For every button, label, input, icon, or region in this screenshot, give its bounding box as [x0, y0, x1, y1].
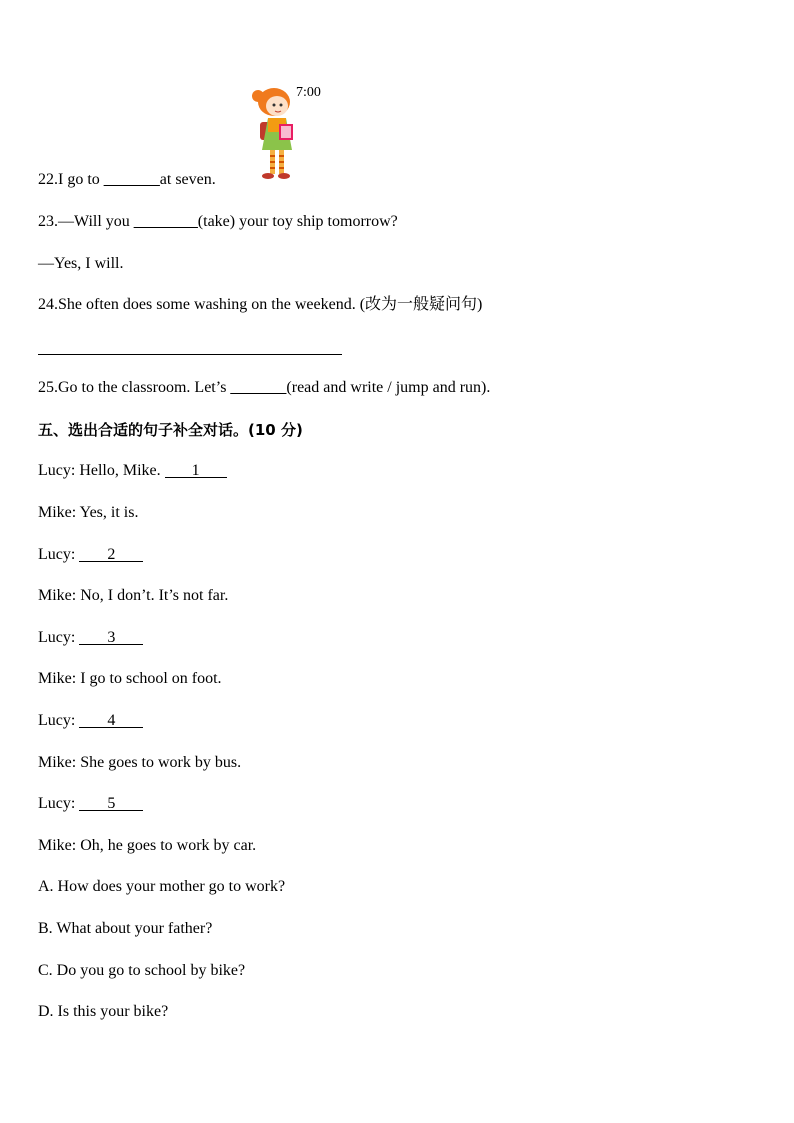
option-a: A. How does your mother go to work?: [38, 878, 286, 895]
q23-text-before: 23.—Will you: [38, 213, 134, 230]
dialogue-text: Oh, he goes to work by car.: [76, 837, 257, 854]
dialogue-text: Yes, it is.: [76, 504, 139, 521]
q22-text-after: at seven.: [159, 171, 216, 188]
dialogue-speaker: Lucy:: [38, 462, 76, 479]
dialogue-line: [38, 628, 143, 648]
dialogue-line: [38, 461, 227, 481]
dialogue-blank-4[interactable]: 4: [79, 711, 143, 728]
dialogue-line: [38, 753, 241, 773]
dialogue-line: [38, 836, 256, 856]
question-25: [38, 378, 490, 398]
dialogue-line: [38, 503, 138, 523]
dialogue-blank-5[interactable]: 5: [79, 794, 143, 811]
dialogue-line: [38, 669, 222, 689]
time-label: 7:00: [296, 85, 321, 100]
dialogue-blank-3[interactable]: 3: [79, 628, 143, 645]
dialogue-speaker: Mike:: [38, 670, 77, 687]
question-23-reply: —Yes, I will.: [38, 255, 124, 272]
dialogue-speaker: Lucy:: [38, 629, 76, 646]
dialogue-speaker: Mike:: [38, 837, 77, 854]
option-b: B. What about your father?: [38, 920, 213, 937]
dialogue-blank-2[interactable]: 2: [79, 545, 143, 562]
q22-text-before: 22.I go to: [38, 171, 104, 188]
question-24: 24.She often does some washing on the weekend. (改为一般疑问句): [38, 296, 483, 313]
dialogue-line: [38, 586, 228, 606]
q25-text-before: 25.Go to the classroom. Let’s: [38, 379, 231, 396]
option-c: C. Do you go to school by bike?: [38, 962, 246, 979]
dialogue-text: Hello, Mike.: [79, 462, 165, 479]
dialogue-text: No, I don’t. It’s not far.: [76, 587, 229, 604]
q25-text-after: (read and write / jump and run).: [286, 379, 491, 396]
dialogue-speaker: Lucy:: [38, 795, 76, 812]
dialogue-text: She goes to work by bus.: [76, 754, 242, 771]
dialogue-speaker: Lucy:: [38, 546, 76, 563]
dialogue-text: I go to school on foot.: [76, 670, 222, 687]
q25-answer-blank[interactable]: _______: [230, 379, 287, 396]
dialogue-speaker: Mike:: [38, 754, 77, 771]
question-22: [38, 170, 216, 190]
dialogue-speaker: Mike:: [38, 504, 77, 521]
option-d: D. Is this your bike?: [38, 1003, 169, 1020]
q23-answer-blank[interactable]: ________: [133, 213, 198, 230]
dialogue-line: [38, 794, 143, 814]
q23-text-after: (take) your toy ship tomorrow?: [197, 213, 398, 230]
dialogue-blank-1[interactable]: 1: [165, 461, 227, 478]
q22-answer-blank[interactable]: _______: [103, 171, 160, 188]
question-23: [38, 212, 398, 232]
dialogue-speaker: Lucy:: [38, 712, 76, 729]
dialogue-line: [38, 545, 143, 565]
section-5-title: 五、选出合适的句子补全对话。(10 分): [38, 421, 303, 439]
q24-answer-line[interactable]: [38, 354, 342, 355]
dialogue-speaker: Mike:: [38, 587, 77, 604]
dialogue-line: [38, 711, 143, 731]
